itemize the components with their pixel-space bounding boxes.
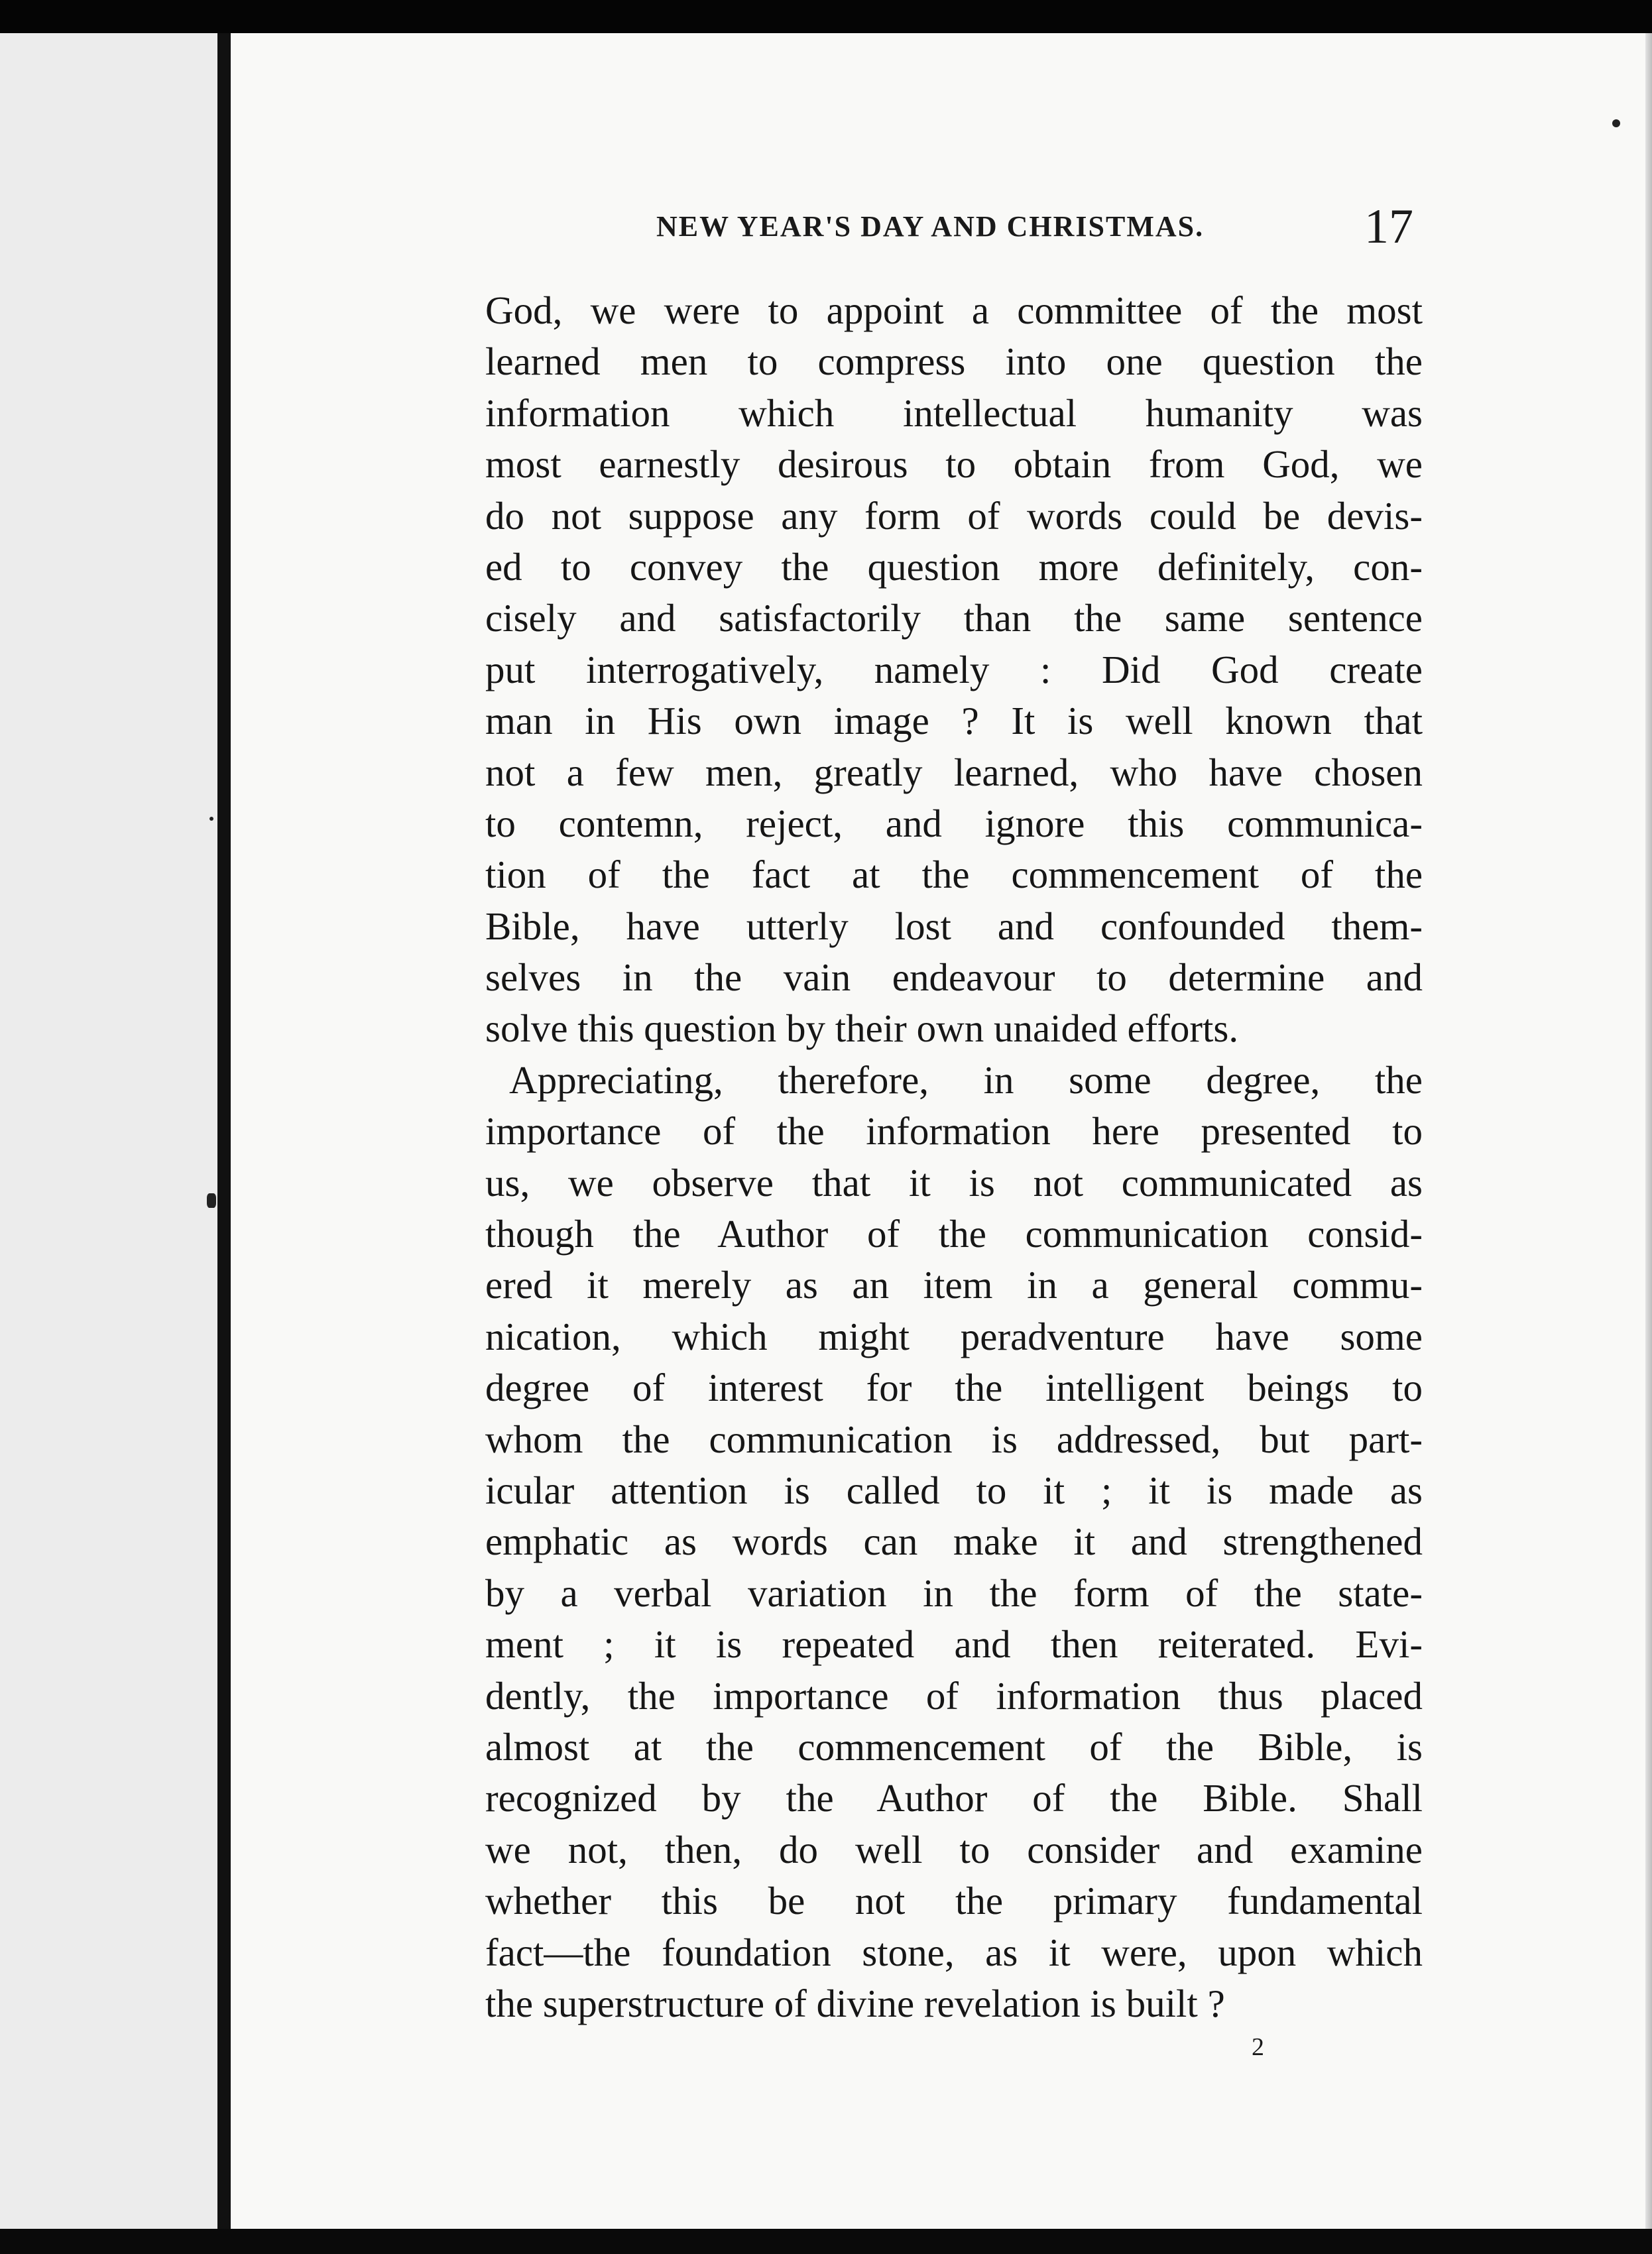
text-line: almost at the commencement of the Bible, is [485,1724,1423,1769]
running-head: NEW YEAR'S DAY AND CHRISTMAS. [656,210,1205,243]
text-line: though the Author of the communication consid- [485,1212,1423,1256]
text-line: fact—the foundation stone, as it were, upon which [485,1930,1423,1974]
text-line: the superstructure of divine revelation is built ? [485,1981,1225,2025]
text-line: put interrogatively, namely : Did God create [485,647,1423,691]
text-line: information which intellectual humanity was [485,390,1423,435]
text-line: by a verbal variation in the form of the state- [485,1571,1423,1615]
book-gutter [217,33,231,2229]
text-line: icular attention is called to it ; it is made as [485,1468,1423,1512]
text-line: dently, the importance of information thus placed [485,1673,1423,1718]
text-line: selves in the vain endeavour to determine and [485,955,1423,1000]
text-line: ered it merely as an item in a general commu- [485,1263,1423,1307]
text-line: tion of the fact at the commencement of the [485,853,1423,897]
scan-border-bottom [0,2229,1652,2254]
text-line: ed to convey the question more definitely, con- [485,544,1423,589]
text-line: God, we were to appoint a committee of the most [485,288,1423,332]
text-line: importance of the information here presented to [485,1109,1423,1154]
text-line: recognized by the Author of the Bible. Shall [485,1776,1423,1820]
paragraph [485,285,1423,1055]
text-line: solve this question by their own unaided efforts. [485,1006,1239,1051]
text-line: man in His own image ? It is well known that [485,699,1423,743]
text-line: whether this be not the primary fundamental [485,1879,1423,1923]
text-line: ment ; it is repeated and then reiterated. Evi- [485,1622,1423,1667]
page-edge-shadow [1645,33,1652,2229]
text-line: not a few men, greatly learned, who have chosen [485,750,1423,794]
text-line: to contemn, reject, and ignore this communica- [485,801,1423,845]
text-line: most earnestly desirous to obtain from God, we [485,442,1423,487]
ink-speck [1612,119,1620,127]
scan-border-top [0,0,1652,33]
text-line: learned men to compress into one question the [485,339,1423,384]
text-line: whom the communication is addressed, but part- [485,1417,1423,1461]
signature-mark: 2 [1252,2033,1264,2061]
text-line: degree of interest for the intelligent beings to [485,1366,1423,1410]
body-text [485,285,1423,2029]
facing-page-margin [0,33,217,2229]
text-line: emphatic as words can make it and strengthened [485,1519,1423,1564]
text-line: Appreciating, therefore, in some degree, the [509,1057,1423,1102]
ink-speck [209,817,213,821]
text-line: Bible, have utterly lost and confounded them- [485,904,1423,948]
text-line: nication, which might peradventure have some [485,1314,1423,1358]
page-number: 17 [1364,200,1413,254]
ink-speck [207,1193,216,1208]
text-line: we not, then, do well to consider and examine [485,1827,1423,1871]
text-line: do not suppose any form of words could be devis- [485,493,1423,538]
text-line: us, we observe that it is not communicated as [485,1160,1423,1205]
paragraph [485,1055,1423,2029]
text-line: cisely and satisfactorily than the same sentence [485,596,1423,640]
